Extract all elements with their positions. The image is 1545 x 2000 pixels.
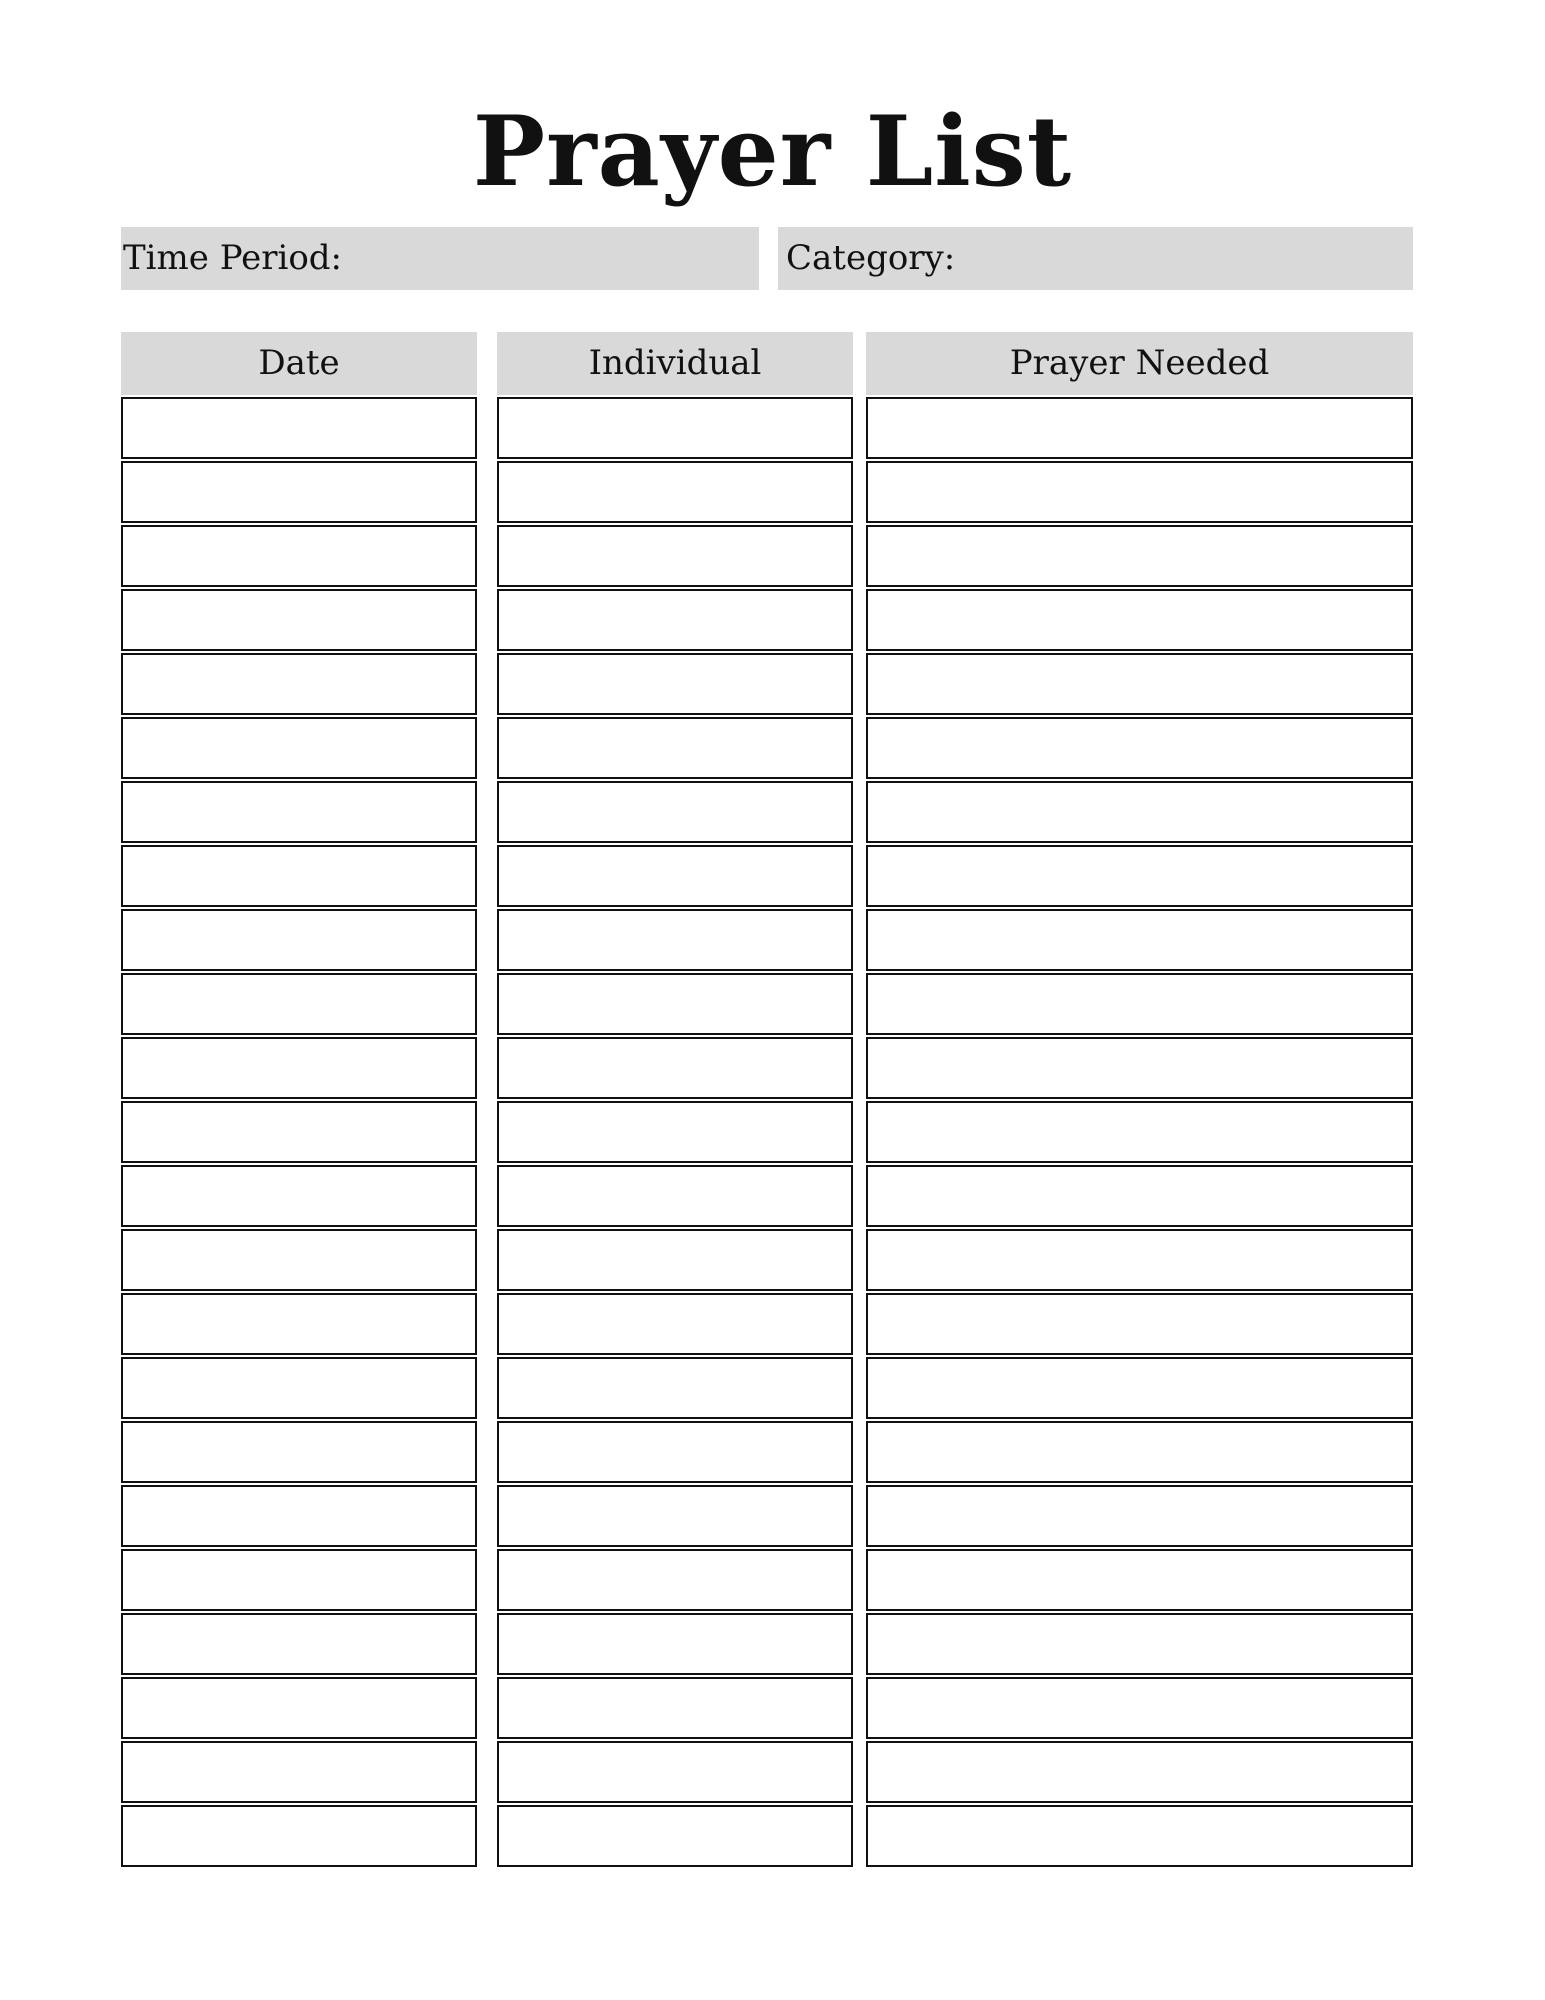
prayer-needed-rows (866, 397, 1413, 1867)
individual-column (497, 332, 853, 1867)
prayer-needed-cell[interactable] (866, 1293, 1413, 1355)
prayer-needed-cell[interactable] (866, 1165, 1413, 1227)
individual-cell[interactable] (497, 1357, 853, 1419)
prayer-needed-cell[interactable] (866, 1037, 1413, 1099)
date-cell[interactable] (121, 1421, 477, 1483)
prayer-needed-cell[interactable] (866, 973, 1413, 1035)
individual-cell[interactable] (497, 1037, 853, 1099)
date-column (121, 332, 477, 1867)
prayer-needed-cell[interactable] (866, 909, 1413, 971)
date-cell[interactable] (121, 1037, 477, 1099)
prayer-needed-cell[interactable] (866, 653, 1413, 715)
date-cell[interactable] (121, 461, 477, 523)
individual-cell[interactable] (497, 1101, 853, 1163)
date-column-header: Date (121, 332, 477, 395)
date-cell[interactable] (121, 525, 477, 587)
date-cell[interactable] (121, 845, 477, 907)
date-cell[interactable] (121, 1293, 477, 1355)
category-field[interactable] (778, 227, 1413, 290)
individual-cell[interactable] (497, 525, 853, 587)
date-cell[interactable] (121, 653, 477, 715)
prayer-needed-cell[interactable] (866, 1549, 1413, 1611)
individual-cell[interactable] (497, 909, 853, 971)
prayer-needed-cell[interactable] (866, 1741, 1413, 1803)
individual-cell[interactable] (497, 653, 853, 715)
prayer-needed-cell[interactable] (866, 1677, 1413, 1739)
individual-cell[interactable] (497, 1293, 853, 1355)
date-cell[interactable] (121, 397, 477, 459)
prayer-needed-cell[interactable] (866, 1613, 1413, 1675)
individual-cell[interactable] (497, 589, 853, 651)
date-cell[interactable] (121, 1229, 477, 1291)
date-cell[interactable] (121, 1677, 477, 1739)
prayer-needed-cell[interactable] (866, 397, 1413, 459)
individual-cell[interactable] (497, 1485, 853, 1547)
individual-cell[interactable] (497, 461, 853, 523)
date-rows (121, 397, 477, 1867)
individual-cell[interactable] (497, 1805, 853, 1867)
individual-cell[interactable] (497, 1613, 853, 1675)
date-cell[interactable] (121, 973, 477, 1035)
date-cell[interactable] (121, 1741, 477, 1803)
prayer-needed-cell[interactable] (866, 1485, 1413, 1547)
prayer-needed-column-header: Prayer Needed (866, 332, 1413, 395)
prayer-needed-cell[interactable] (866, 1357, 1413, 1419)
prayer-needed-cell[interactable] (866, 1805, 1413, 1867)
date-cell[interactable] (121, 589, 477, 651)
date-cell[interactable] (121, 1805, 477, 1867)
individual-cell[interactable] (497, 1229, 853, 1291)
individual-column-header: Individual (497, 332, 853, 395)
date-cell[interactable] (121, 1549, 477, 1611)
date-cell[interactable] (121, 717, 477, 779)
date-cell[interactable] (121, 909, 477, 971)
individual-cell[interactable] (497, 1549, 853, 1611)
prayer-needed-cell[interactable] (866, 589, 1413, 651)
time-period-field[interactable] (121, 227, 759, 290)
individual-cell[interactable] (497, 781, 853, 843)
date-cell[interactable] (121, 1101, 477, 1163)
individual-cell[interactable] (497, 397, 853, 459)
date-cell[interactable] (121, 1613, 477, 1675)
individual-cell[interactable] (497, 1741, 853, 1803)
individual-cell[interactable] (497, 845, 853, 907)
prayer-needed-cell[interactable] (866, 845, 1413, 907)
time-period-label: Time Period: (123, 238, 343, 278)
page-title: Prayer List (472, 95, 1073, 208)
prayer-needed-cell[interactable] (866, 461, 1413, 523)
prayer-needed-column (866, 332, 1413, 1867)
individual-cell[interactable] (497, 1165, 853, 1227)
prayer-needed-cell[interactable] (866, 717, 1413, 779)
individual-cell[interactable] (497, 1677, 853, 1739)
individual-cell[interactable] (497, 973, 853, 1035)
date-cell[interactable] (121, 781, 477, 843)
date-cell[interactable] (121, 1485, 477, 1547)
prayer-needed-cell[interactable] (866, 1229, 1413, 1291)
prayer-needed-cell[interactable] (866, 1421, 1413, 1483)
individual-cell[interactable] (497, 717, 853, 779)
individual-cell[interactable] (497, 1421, 853, 1483)
date-cell[interactable] (121, 1357, 477, 1419)
date-cell[interactable] (121, 1165, 477, 1227)
prayer-needed-cell[interactable] (866, 525, 1413, 587)
prayer-needed-cell[interactable] (866, 781, 1413, 843)
prayer-needed-cell[interactable] (866, 1101, 1413, 1163)
individual-rows (497, 397, 853, 1867)
category-label: Category: (786, 238, 956, 278)
